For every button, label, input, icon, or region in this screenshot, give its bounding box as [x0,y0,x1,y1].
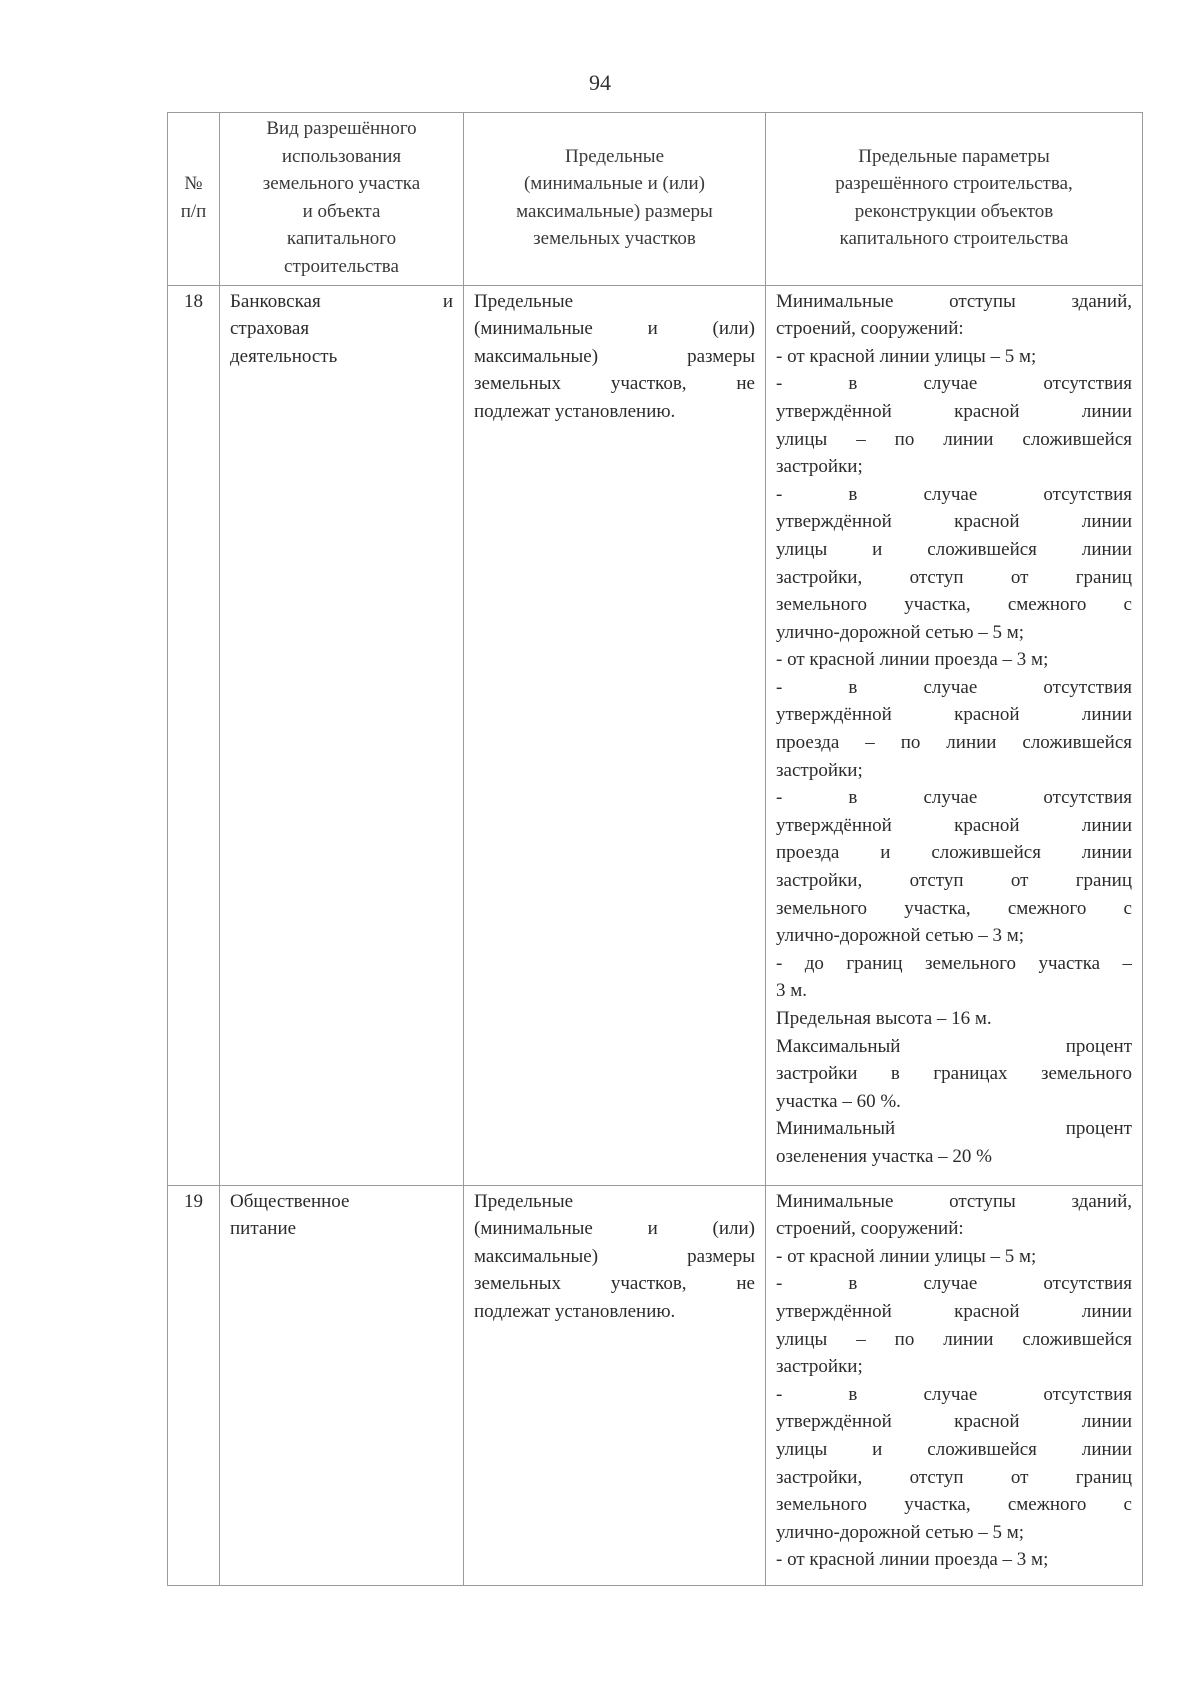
cell-text-line: утверждённой красной линии [776,400,1132,422]
cell-text-line: Максимальный процент [776,1035,1132,1057]
cell-text-line: улицы и сложившейся линии [776,1438,1132,1460]
cell-text-line: проезда – по линии сложившейся [776,732,1132,754]
header-line: и объекта [302,200,381,222]
header-use-type [220,113,464,286]
cell-text-line: утверждённой красной линии [776,1411,1132,1433]
cell-text-line: улицы – по линии сложившейся [776,1328,1132,1350]
use-type-cell [220,285,464,1185]
cell-text-line: улицы и сложившейся линии [776,538,1132,560]
cell-text-line: участка – 60 %. [776,1090,901,1112]
cell-text-line: Минимальные отступы зданий, [776,1190,1132,1212]
header-line: земельного участка [262,173,421,195]
cell-text-line: озеленения участка – 20 % [776,1145,992,1167]
header-construction-params [766,113,1143,286]
cell-text-line: застройки, отступ от границ [776,1466,1132,1488]
cell-text-line: - от красной линии проезда – 3 м; [776,1549,1049,1571]
cell-text-line: Минимальный процент [776,1118,1132,1140]
cell-text-line: страховая [230,318,310,340]
header-line: капитального [286,228,397,250]
cell-text-line: 3 м. [776,980,808,1002]
cell-text-line: Предельная высота – 16 м. [776,1008,992,1029]
cell-text-line: - от красной линии улицы – 5 м; [776,1245,1037,1267]
plot-sizes-cell [464,1185,766,1585]
header-line: максимальные) размеры [516,200,713,222]
cell-text-line: Общественное [230,1190,350,1212]
cell-text-line: Банковская и [230,290,453,312]
page-number: 94 [589,70,611,95]
cell-text-line: застройки; [776,456,863,478]
header-line: (минимальные и (или) [523,173,705,195]
cell-text-line: застройки, отступ от границ [776,566,1132,588]
cell-text-line: - от красной линии улицы – 5 м; [776,345,1037,367]
cell-text-line: застройки; [776,1356,863,1378]
table-header-row [168,113,1143,286]
cell-text-line: земельного участка, смежного с [776,897,1132,919]
cell-text-line: максимальные) размеры [474,345,755,367]
header-line: № [184,173,203,195]
header-line: реконструкции объектов [854,200,1054,222]
table-row [168,1185,1143,1585]
cell-text-line: улицы – по линии сложившейся [776,428,1132,450]
cell-text-line: максимальные) размеры [474,1245,755,1267]
cell-text-line: (минимальные и (или) [474,318,755,340]
header-line: п/п [180,200,207,222]
cell-text-line: - в случае отсутствия [776,676,1132,698]
header-line: строительства [284,255,399,277]
construction-params-cell [766,285,1143,1185]
cell-text-line: (минимальные и (или) [474,1218,755,1240]
cell-text-line: - в случае отсутствия [776,787,1132,809]
cell-text-line: подлежат установлению. [474,400,676,422]
cell-text-line: - в случае отсутствия [776,483,1132,505]
cell-text-line: Предельные [474,1190,574,1212]
cell-text-line: земельного участка, смежного с [776,1494,1132,1516]
header-line: земельных участков [533,228,696,250]
cell-text-line: улично-дорожной сетью – 3 м; [776,925,1025,947]
header-line: разрешённого строительства, [835,173,1073,195]
cell-text-line: улично-дорожной сетью – 5 м; [776,1521,1025,1543]
cell-text-line: улично-дорожной сетью – 5 м; [776,621,1025,643]
cell-text-line: земельных участков, не [474,373,755,395]
cell-text-line: земельных участков, не [474,1273,755,1295]
header-line: Вид разрешённого [266,118,417,139]
construction-params-cell [766,1185,1143,1585]
header-line: использования [281,145,402,167]
cell-text-line: - в случае отсутствия [776,1383,1132,1405]
cell-text-line: - в случае отсутствия [776,373,1132,395]
cell-text-line: застройки; [776,759,863,781]
cell-text-line: утверждённой красной линии [776,511,1132,533]
table-row [168,285,1143,1185]
header-plot-sizes [464,113,766,286]
plot-sizes-cell [464,285,766,1185]
cell-text-line: утверждённой красной линии [776,704,1132,726]
cell-text-line: деятельность [230,345,338,367]
header-line: Предельные [564,145,665,167]
cell-text-line: - до границ земельного участка – [776,952,1132,974]
cell-text-line: - в случае отсутствия [776,1273,1132,1295]
cell-text-line: - от красной линии проезда – 3 м; [776,649,1049,671]
cell-text-line: Предельные [474,290,574,312]
row-number: 18 [168,285,220,1185]
header-line: Предельные параметры [858,145,1050,167]
header-number [168,113,220,286]
cell-text-line: утверждённой красной линии [776,1300,1132,1322]
cell-text-line: застройки в границах земельного [776,1063,1132,1085]
header-line: капитального строительства [839,228,1069,250]
cell-text-line: утверждённой красной линии [776,814,1132,836]
cell-text-line: Минимальные отступы зданий, [776,290,1132,312]
use-type-cell [220,1185,464,1585]
cell-text-line: строений, сооружений: [776,318,964,340]
cell-text-line: проезда и сложившейся линии [776,842,1132,864]
land-use-regulations-table [167,112,1143,1586]
cell-text-line: строений, сооружений: [776,1218,964,1240]
cell-text-line: подлежат установлению. [474,1300,676,1322]
cell-text-line: питание [230,1218,297,1240]
cell-text-line: застройки, отступ от границ [776,870,1132,892]
row-number: 19 [168,1185,220,1585]
cell-text-line: земельного участка, смежного с [776,594,1132,616]
